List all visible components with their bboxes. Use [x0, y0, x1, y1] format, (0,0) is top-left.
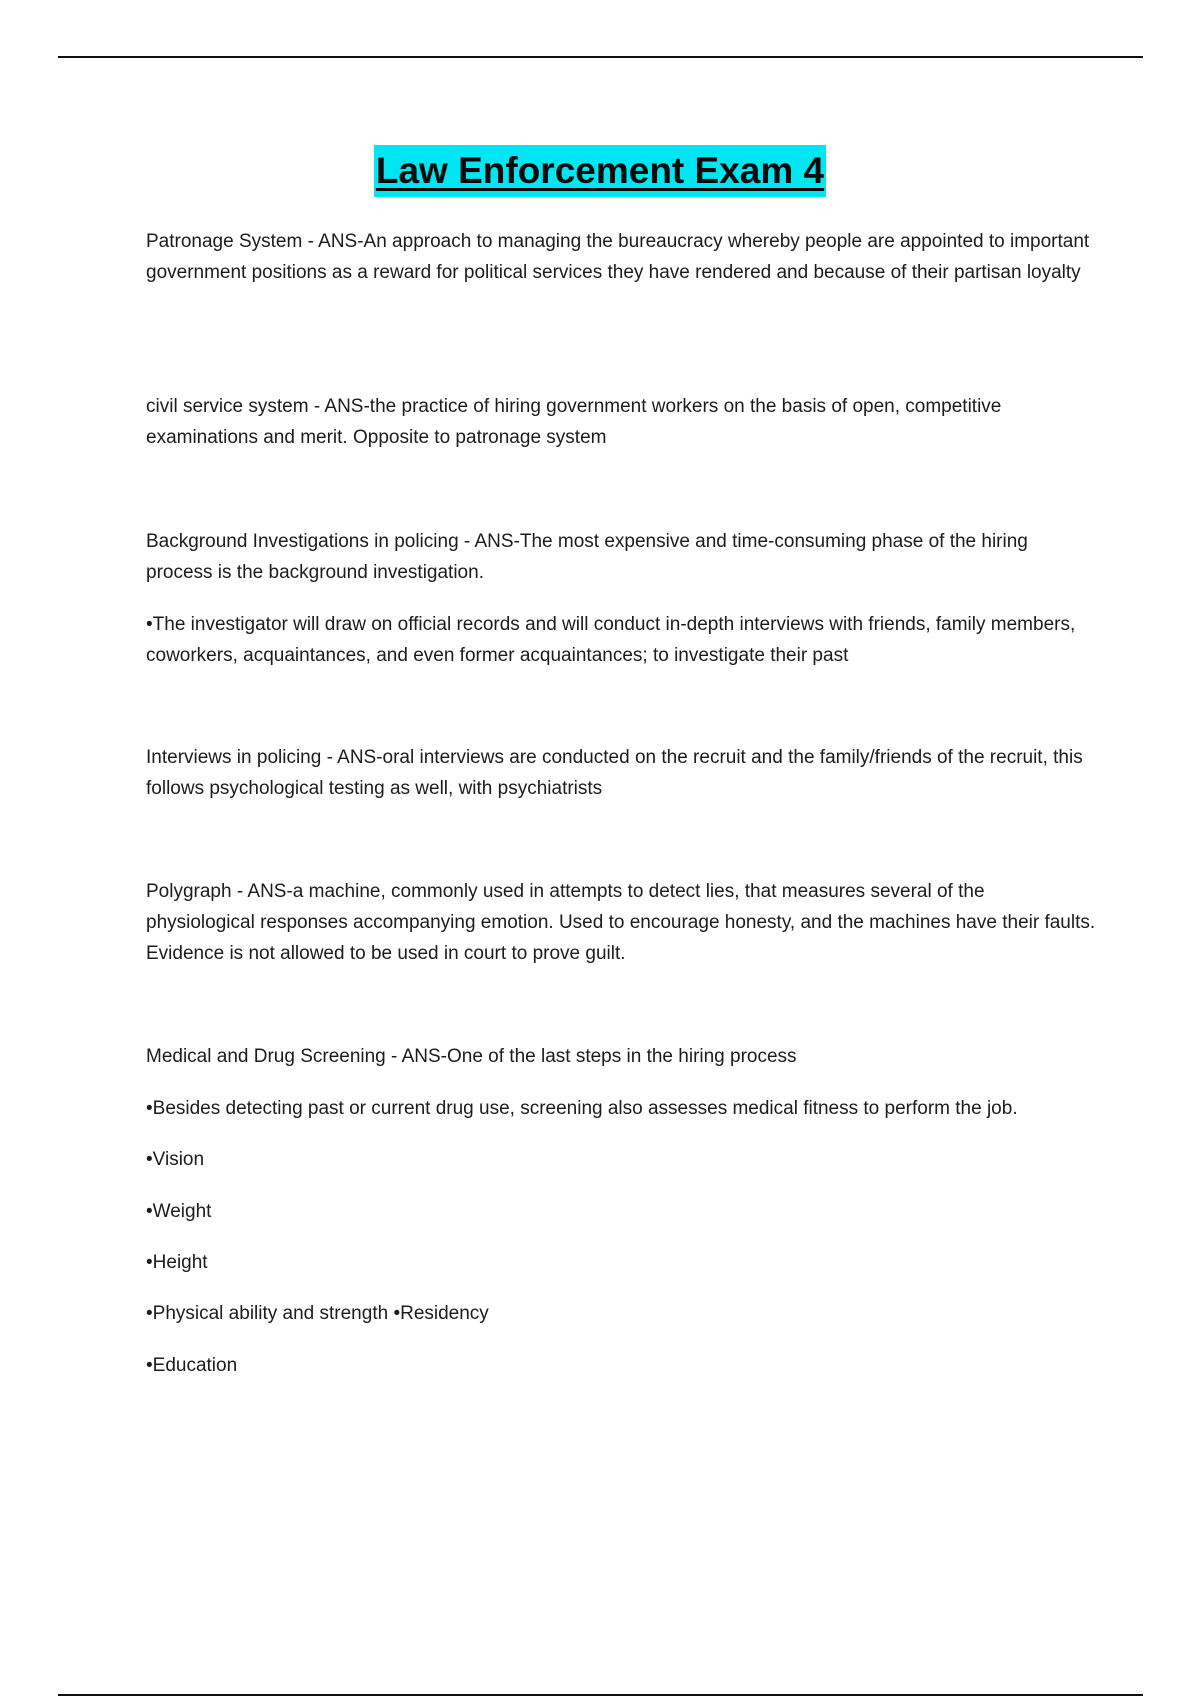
- bullet-height: •Height: [146, 1252, 208, 1273]
- bullet-vision: •Vision: [146, 1149, 205, 1170]
- entry-civil-service-system: civil service system - ANS-the practice of hiring government workers on the basis of open, competitive examinations and merit. Opposite to patronage system: [146, 396, 1002, 448]
- bottom-rule: [58, 1694, 1143, 1696]
- entry-polygraph: Polygraph - ANS-a machine, commonly used in attempts to detect lies, that measures several of the physiological responses accompanying emotion. Used to encourage honesty, and the machines have their faults. Evidence is not allowed to be used in court to prove guilt.: [146, 881, 1096, 964]
- entry-background-investigations: Background Investigations in policing - ANS-The most expensive and time-consuming phase of the hiring process is the background investigation.: [146, 531, 1028, 583]
- entry-background-bullet: •The investigator will draw on official records and will conduct in-depth interviews with friends, family members, coworkers, acquaintances, and even former acquaintances; to investigate their past: [146, 614, 1076, 666]
- entry-medical-drug-screening: Medical and Drug Screening - ANS-One of the last steps in the hiring process: [146, 1046, 797, 1067]
- title-container: [0, 145, 1200, 197]
- page-title: Law Enforcement Exam 4: [374, 145, 826, 197]
- bullet-drug-use: •Besides detecting past or current drug use, screening also assesses medical fitness to perform the job.: [146, 1098, 1018, 1119]
- entry-patronage-system: Patronage System - ANS-An approach to managing the bureaucracy whereby people are appointed to important government positions as a reward for political services they have rendered and because of their partisan loyalty: [146, 231, 1090, 283]
- entry-interviews-in-policing: Interviews in policing - ANS-oral interviews are conducted on the recruit and the family/friends of the recruit, this follows psychological testing as well, with psychiatrists: [146, 747, 1083, 799]
- top-rule: [58, 56, 1143, 58]
- bullet-weight: •Weight: [146, 1201, 212, 1222]
- bullet-education: •Education: [146, 1355, 238, 1376]
- bullet-physical-residency: •Physical ability and strength •Residency: [146, 1303, 489, 1324]
